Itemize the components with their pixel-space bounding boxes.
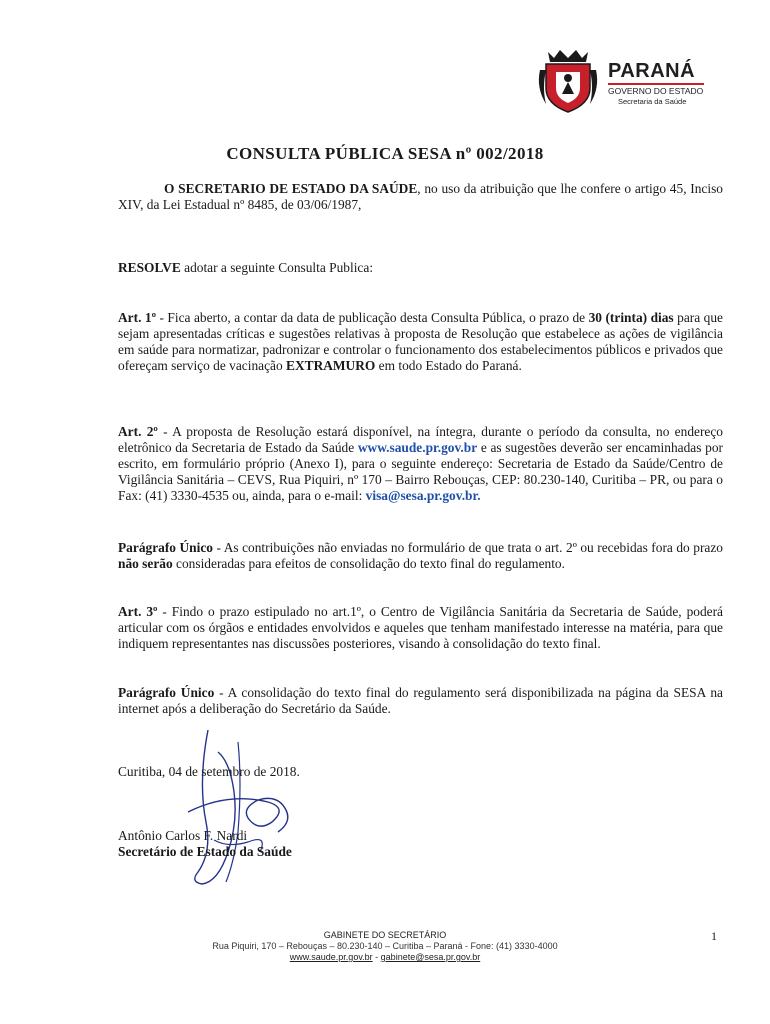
resolve-text: adotar a seguinte Consulta Publica: [180, 260, 374, 275]
sole-paragraph-1-text-1: - As contribuições não enviadas no formulário de que trata o art. 2º ou recebidas fora do prazo [212, 540, 723, 555]
intro-text: , no uso da atribuição que lhe confere o artigo 45, Inciso XIV, da Lei Estadual nº 8485, de 03/06/1987, [118, 181, 723, 212]
footer-separator: - [372, 952, 381, 962]
page-number: 1 [711, 929, 717, 943]
sole-paragraph-2-label: Parágrafo Único [118, 685, 215, 700]
sole-paragraph-1-bold: não serão [118, 556, 173, 571]
article-2-label: Art. 2º [118, 424, 158, 439]
article-1-extramuro: EXTRAMURO [286, 358, 376, 373]
sole-paragraph-2-text: - A consolidação do texto final do regulamento será disponibilizada na página da SESA na internet após a deliberação do Secretário da Saúde. [118, 685, 724, 716]
article-2-text-1: - A proposta de Resolução estará disponível, na íntegra, durante o período da consulta, no endereço eletrônico da Secretaria de Estado da Saúde [118, 424, 723, 455]
signer-title: Secretário de Estado da Saúde [118, 844, 292, 859]
place-date: Curitiba, 04 de setembro de 2018. [118, 764, 300, 779]
brand-department: Secretaria da Saúde [618, 96, 687, 106]
article-1-text-3: em todo Estado do Paraná. [375, 358, 522, 373]
brand-name: PARANÁ [608, 60, 696, 82]
page-footer [0, 930, 770, 963]
article-2-text-2: e as sugestões deverão ser encaminhadas por escrito, em formulário próprio (Anexo I), para o seguinte endereço: Secretaria de Estado da Saúde/Centro de Vigilância Sanitária – CEVS, Rua Piquiri, nº 170 – Bairro Rebouças, CEP: 80.230-140, Curitiba – PR, ou para o Fax: (41) 3330-4535 ou, ainda, para o e-mail: [118, 440, 723, 503]
footer-address: Rua Piquiri, 170 – Rebouças – 80.230-140 – Curitiba – Paraná - Fone: (41) 3330-4000 [212, 941, 558, 951]
email-link[interactable]: visa@sesa.pr.gov.br. [365, 488, 481, 503]
brand-subtitle: GOVERNO DO ESTADO [608, 85, 704, 96]
document-title: CONSULTA PÚBLICA SESA nº 002/2018 [226, 144, 544, 163]
article-1 [118, 310, 723, 374]
sole-paragraph-1-text-2: consideradas para efeitos de consolidação do texto final do regulamento. [172, 556, 565, 571]
footer-contacts [0, 952, 770, 963]
article-3-text: - Findo o prazo estipulado no art.1º, o Centro de Vigilância Sanitária da Secretaria de Saúde, poderá articular com os órgãos e entidades envolvidos e aqueles que tenham manifestado interesse na matéria, para que indiquem representantes nas discussões posteriores, visando à consolidação do texto final. [118, 604, 723, 651]
article-3 [118, 604, 723, 652]
website-link[interactable]: www.saude.pr.gov.br [357, 440, 478, 455]
article-1-text-1: - Fica aberto, a contar da data de publicação desta Consulta Pública, o prazo de [156, 310, 589, 325]
intro-bold: O SECRETARIO DE ESTADO DA SAÚDE [164, 181, 418, 196]
sole-paragraph-1-label: Parágrafo Único [118, 540, 213, 555]
footer-website-link[interactable]: www.saude.pr.gov.br [289, 952, 373, 962]
intro-paragraph [118, 181, 723, 213]
parana-logo [528, 48, 718, 118]
resolve-bold: RESOLVE [118, 260, 181, 275]
resolve-paragraph [118, 260, 723, 276]
article-1-days: 30 (trinta) dias [588, 310, 674, 325]
article-3-label: Art. 3º [118, 604, 158, 619]
footer-email-link[interactable]: gabinete@sesa.pr.gov.br [380, 952, 481, 962]
article-2 [118, 424, 723, 504]
sole-paragraph-2 [118, 685, 723, 717]
signer-name: Antônio Carlos F. Nardi [118, 828, 248, 843]
footer-office: GABINETE DO SECRETÁRIO [323, 930, 447, 940]
brand-text [608, 60, 704, 107]
sole-paragraph-1 [118, 540, 723, 572]
article-1-label: Art. 1º [118, 310, 157, 325]
coat-of-arms-icon [536, 48, 600, 114]
signature-block [118, 764, 418, 860]
brand-divider [608, 83, 704, 85]
article-1-text-2: para que sejam apresentadas críticas e sugestões relativas à proposta de Resolução que estabelece as ações de vigilância em saúde para normatizar, padronizar e controlar o funcionamento dos estabelecimentos públicos e privados que ofereçam serviço de vacinação [118, 310, 723, 373]
